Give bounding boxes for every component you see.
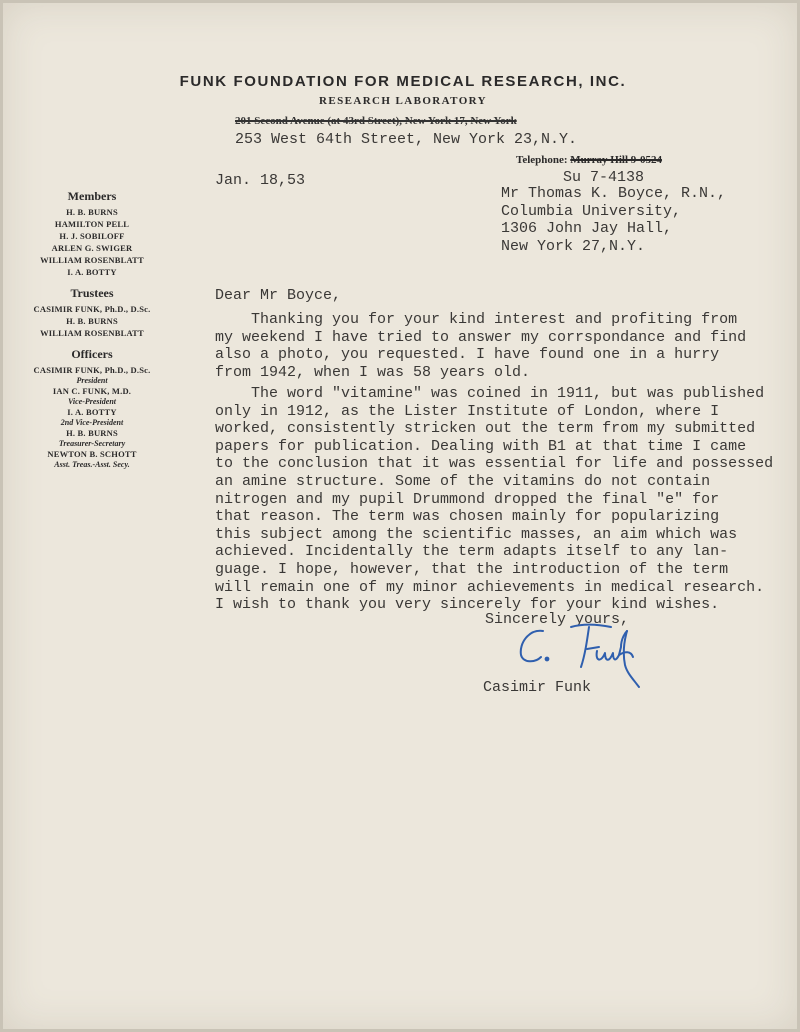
- member-name: H. B. BURNS: [66, 207, 118, 217]
- signer-name: Casimir Funk: [483, 679, 592, 696]
- salutation: Dear Mr Boyce,: [215, 287, 342, 304]
- officer-role: Asst. Treas.-Asst. Secy.: [54, 460, 130, 469]
- officer-role: Vice-President: [68, 397, 116, 406]
- recipient-line: Mr Thomas K. Boyce, R.N.,: [501, 185, 727, 202]
- letter-date: Jan. 18,53: [215, 172, 306, 189]
- letterhead-old-address: 201 Second Avenue (at 43rd Street), New York 17, New York: [235, 115, 517, 127]
- trustee-name: CASIMIR FUNK, Ph.D., D.Sc.: [33, 304, 151, 314]
- trustees-heading: Trustees: [70, 286, 114, 300]
- text-line: nitrogen and my pupil Drummond dropped the final "e" for: [215, 490, 720, 508]
- text-line: to the conclusion that it was essential for life and possessed: [215, 455, 774, 473]
- text-line: Thanking you for your kind interest and profiting from: [215, 311, 738, 328]
- recipient-line: New York 27,N.Y.: [501, 237, 646, 255]
- officer-role: 2nd Vice-President: [60, 418, 124, 427]
- officer-name: I. A. BOTTY: [67, 407, 117, 417]
- officer-role: President: [76, 376, 108, 385]
- member-name: ARLEN G. SWIGER: [51, 243, 133, 253]
- text-line: only in 1912, as the Lister Institute of London, where I: [215, 402, 720, 420]
- letterhead-department: RESEARCH LABORATORY: [319, 95, 487, 107]
- typed-new-telephone: Su 7-4138: [563, 169, 645, 186]
- text-line: guage. I hope, however, that the introduction of the term: [215, 560, 729, 578]
- member-name: H. J. SOBILOFF: [59, 231, 125, 241]
- officer-name: H. B. BURNS: [66, 428, 118, 438]
- member-name: WILLIAM ROSENBLATT: [40, 255, 144, 265]
- officers-heading: Officers: [71, 347, 113, 361]
- officer-name: CASIMIR FUNK, Ph.D., D.Sc.: [33, 365, 151, 375]
- member-name: HAMILTON PELL: [54, 219, 130, 229]
- telephone-old-number: Murray Hill 9-0524: [570, 154, 662, 166]
- text-line: my weekend I have tried to answer my corrspondance and find: [215, 328, 747, 346]
- typed-new-address: 253 West 64th Street, New York 23,N.Y.: [235, 131, 578, 148]
- officer-role: Treasurer-Secretary: [58, 439, 126, 448]
- text-line: an amine structure. Some of the vitamins do not contain: [215, 472, 711, 490]
- recipient-line: 1306 John Jay Hall,: [501, 220, 673, 238]
- officer-name: IAN C. FUNK, M.D.: [52, 386, 132, 396]
- closing: Sincerely yours,: [485, 611, 630, 628]
- text-line: achieved. Incidentally the term adapts itself to any lan-: [215, 543, 729, 561]
- letterhead-sidebar: [17, 189, 167, 469]
- member-name: I. A. BOTTY: [67, 267, 117, 277]
- letter-paragraph-1: [215, 311, 775, 381]
- text-line: worked, consistently stricken out the term from my submitted: [215, 420, 756, 438]
- trustee-name: H. B. BURNS: [66, 316, 118, 326]
- trustee-name: WILLIAM ROSENBLATT: [40, 328, 144, 338]
- text-line: from 1942, when I was 58 years old.: [215, 363, 531, 381]
- text-line: papers for publication. Dealing with B1 at that time I came: [215, 437, 747, 455]
- letterhead-organization: FUNK FOUNDATION FOR MEDICAL RESEARCH, INC.: [179, 73, 627, 90]
- letter-paragraph-2: [215, 385, 775, 614]
- recipient-line: Columbia University,: [501, 202, 682, 220]
- text-line: this subject among the scientific masses, an aim which was: [215, 525, 738, 543]
- text-line: that reason. The term was chosen mainly for popularizing: [215, 508, 720, 526]
- text-line: will remain one of my minor achievements in medical research.: [215, 578, 765, 596]
- letterhead-telephone: [516, 154, 662, 166]
- text-line: The word "vitamine" was coined in 1911, but was published: [215, 385, 765, 402]
- recipient-address: [501, 185, 726, 255]
- text-line: I wish to thank you very sincerely for your kind wishes.: [215, 596, 720, 614]
- officer-name: NEWTON B. SCHOTT: [47, 449, 137, 459]
- letter-page: [3, 3, 797, 1029]
- members-heading: Members: [67, 189, 117, 203]
- telephone-label: Telephone:: [516, 154, 568, 166]
- text-line: also a photo, you requested. I have found one in a hurry: [215, 346, 720, 364]
